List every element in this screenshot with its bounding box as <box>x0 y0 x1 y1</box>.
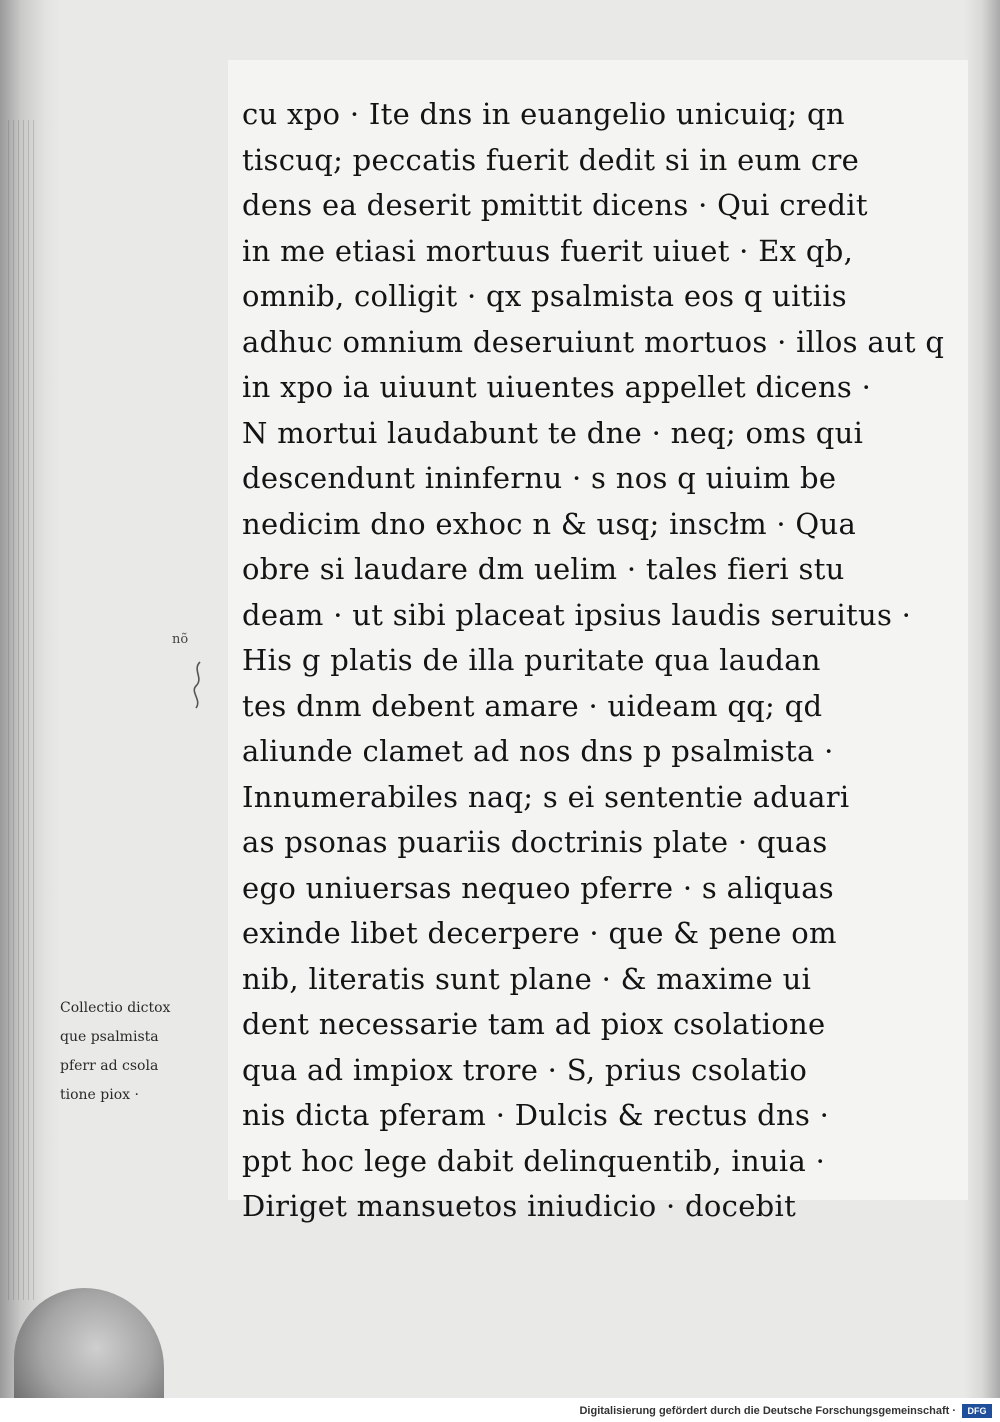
text-line: aliunde clamet ad nos dns p psalmista · <box>242 734 834 768</box>
text-line: nib, literatis sunt plane · & maxime ui <box>242 961 812 996</box>
footer-bar <box>0 1398 1000 1422</box>
text-line: qua ad impiox trore · S, prius csolatio <box>242 1052 808 1087</box>
text-line: tiscuq; peccatis fuerit dedit si in eum cre <box>242 142 860 177</box>
text-line: in me etiasi mortuus fuerit uiuet · Ex qb, <box>242 233 854 268</box>
text-line: nedicim dno exhoc n & usq; inscłm · Qua <box>242 506 857 541</box>
text-line: Diriget mansuetos iniudicio · docebit <box>242 1189 797 1223</box>
text-line: nis dicta pferam · Dulcis & rectus dns · <box>242 1098 830 1132</box>
margin-note-line: que psalmista <box>60 1029 159 1045</box>
text-line: as psonas puariis doctrinis plate · quas <box>242 825 828 859</box>
text-line: omnib, colligit · qx psalmista eos q uitiis <box>242 279 847 313</box>
footer-credit: Digitalisierung gefördert durch die Deutsche Forschungsgemeinschaft · <box>579 1405 956 1417</box>
text-line: ego uniuersas nequeo pferre · s aliquas <box>242 870 834 905</box>
text-line: dens ea deserit pmittit dicens · Qui credit <box>242 188 868 222</box>
text-line: in xpo ia uiuunt uiuentes appellet dicens · <box>242 370 872 404</box>
text-line: cu xpo · Ite dns in euangelio unicuiq; qn <box>242 97 845 131</box>
main-text-column <box>242 92 962 1230</box>
margin-note-line: tione piox · <box>60 1087 139 1103</box>
margin-note-line: pferr ad csola <box>60 1058 159 1074</box>
text-line: tes dnm debent amare · uideam qq; qd <box>242 688 823 723</box>
text-line: His g platis de illa puritate qua laudan <box>242 643 821 677</box>
text-line: exinde libet decerpere · que & pene om <box>242 916 837 950</box>
right-page-edge <box>964 0 1000 1422</box>
text-line: adhuc omnium deseruiunt mortuos · illos aut q <box>242 324 945 359</box>
margin-note <box>60 994 220 1110</box>
text-line: ppt hoc lege dabit delinquentib, inuia · <box>242 1143 826 1178</box>
margin-mark: nõ <box>172 632 189 647</box>
text-line: obre si laudare dm uelim · tales fieri stu <box>242 552 845 586</box>
text-line: descendunt ininfernu · s nos q uiuim be <box>242 461 837 495</box>
dfg-logo: DFG <box>962 1404 992 1418</box>
page-edge-stripes <box>8 120 38 1300</box>
text-line: N mortui laudabunt te dne · neq; oms qui <box>242 415 864 450</box>
margin-note-line: Collectio dictox <box>60 1000 171 1016</box>
text-line: Innumerabiles naq; s ei sententie aduari <box>242 779 850 814</box>
text-line: dent necessarie tam ad piox csolatione <box>242 1007 826 1041</box>
text-line: deam · ut sibi placeat ipsius laudis seruitus · <box>242 597 912 632</box>
margin-squiggle-icon <box>188 660 208 710</box>
